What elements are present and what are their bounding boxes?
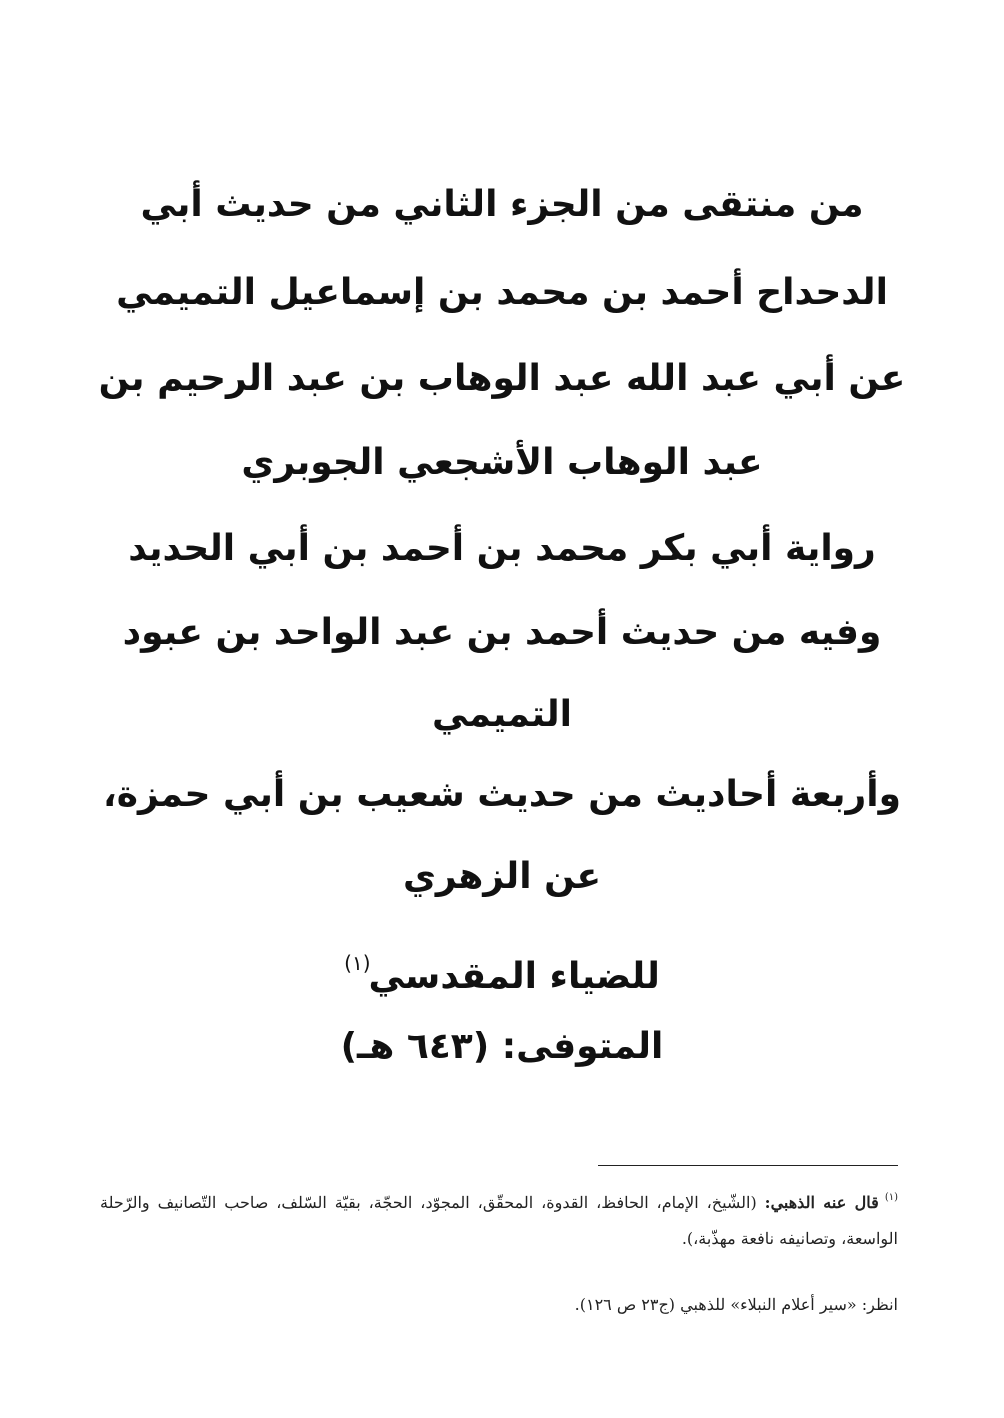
footnote-text: (الشّيخ، الإمام، الحافظ، القدوة، المحقّق، المجوّد، الحجّة، بقيّة السّلف، صاحب التّصانيف والرّحلة الواسعة، وتصانيفه نافعة مهذّبة،). xyxy=(100,1193,898,1248)
footnote-reference: (١) xyxy=(344,951,371,975)
title-line-4: عبد الوهاب الأشجعي الجوبري xyxy=(241,442,763,483)
title-line-5: رواية أبي بكر محمد بن أحمد بن أبي الحديد xyxy=(128,528,876,569)
footnote-reference-line: انظر: «سير أعلام النبلاء» للذهبي (ج٢٣ ص ١٢٦). xyxy=(574,1295,898,1314)
footnote-marker: (١) xyxy=(884,1192,899,1203)
author-line xyxy=(80,938,924,1002)
title-line-8: وأربعة أحاديث من حديث شعيب بن أبي حمزة، xyxy=(103,774,901,815)
title-line-1: من منتقى من الجزء الثاني من حديث أبي xyxy=(140,184,864,225)
footnote-separator xyxy=(598,1165,898,1166)
title-line-9: عن الزهري xyxy=(402,856,602,897)
title-line-7: التميمي xyxy=(432,694,572,735)
title-line-3: عن أبي عبد الله عبد الوهاب بن عبد الرحيم بن xyxy=(98,358,906,399)
author-name: للضياء المقدسي xyxy=(368,956,660,997)
death-date-line: المتوفى: (٦٤٣ هـ) xyxy=(340,1026,664,1067)
footnote-bold-lead: قال عنه الذهبي: xyxy=(764,1193,879,1212)
title-line-6: وفيه من حديث أحمد بن عبد الواحد بن عبود xyxy=(122,612,882,653)
footnote-body xyxy=(100,1180,898,1257)
title-line-2: الدحداح أحمد بن محمد بن إسماعيل التميمي xyxy=(116,272,888,313)
